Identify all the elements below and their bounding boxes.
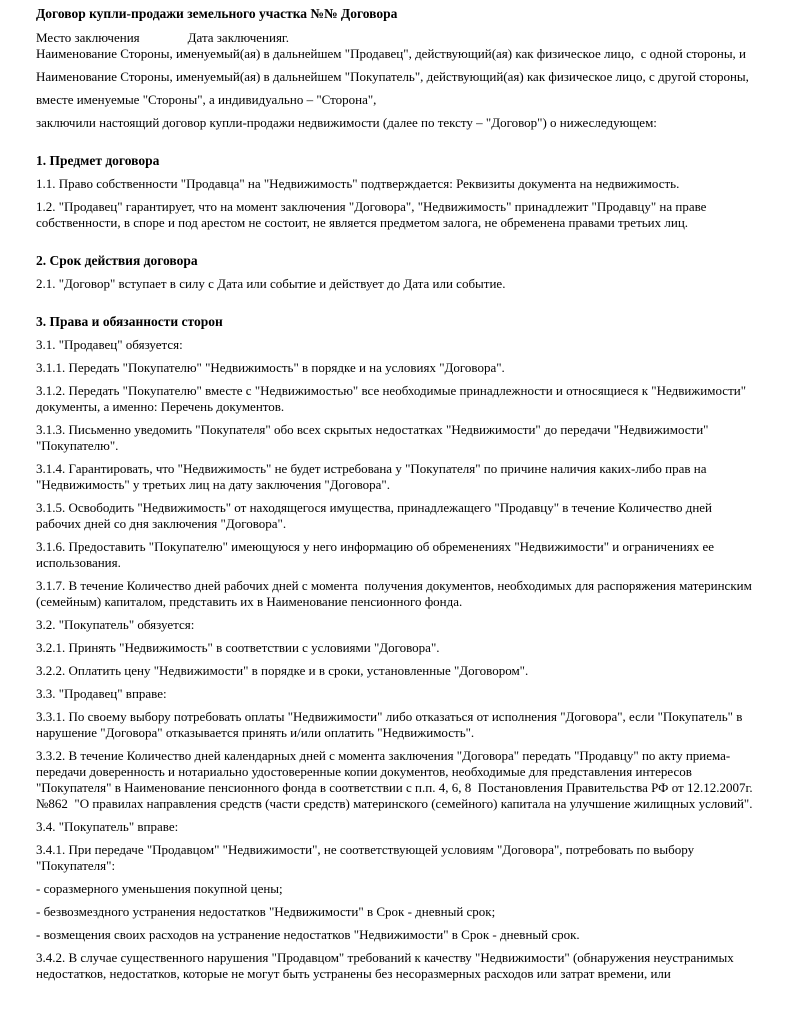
document-title: Договор купли-продажи земельного участка №№ Договора <box>36 6 398 21</box>
section-3-heading: 3. Права и обязанности сторон <box>36 314 223 329</box>
seller-intro-paragraph: Наименование Стороны, именуемый(ая) в дальнейшем "Продавец", действующий(ая) как физическое лицо, с одной стороны, и <box>36 46 747 61</box>
parties-collective-paragraph: вместе именуемые "Стороны", а индивидуально – "Сторона", <box>36 92 377 107</box>
preamble-conclusion-paragraph: заключили настоящий договор купли-продажи недвижимости (далее по тексту – "Договор") о нижеследующем: <box>36 115 657 130</box>
clause-3-4: 3.4. "Покупатель" вправе: <box>36 819 179 834</box>
place-date-line <box>36 30 760 46</box>
section-1-heading: 1. Предмет договора <box>36 153 160 168</box>
clause-3-1-7: 3.1.7. В течение Количество дней рабочих дней с момента получения документов, необходимых для распоряжения материнским (семейным) капиталом, представить их в Наименование пенсионного фонда. <box>36 578 756 609</box>
clause-3-3-2: 3.3.2. В течение Количество дней календарных дней с момента заключения "Договора" передать "Продавцу" по акту приема-передачи доверенность и нотариально удостоверенные копии документов, необходимые для представления интересов "Покупателя" в Наименование пенсионного фонда в соответствии с п.п. 4, 6, 8 Постановления Правительства РФ от 12.12.2007г. №862 "О правилах направления средств (части средств) материнского (семейного) капитала на улучшение жилищных условий". <box>36 748 756 811</box>
clause-3-1-5: 3.1.5. Освободить "Недвижимость" от находящегося имущества, принадлежащего "Продавцу" в течение Количество дней рабочих дней со дня заключения "Договора". <box>36 500 716 531</box>
clause-3-4-1-option-free-repair: - безвозмездного устранения недостатков "Недвижимости" в Срок - дневный срок; <box>36 904 496 919</box>
clause-3-1: 3.1. "Продавец" обязуется: <box>36 337 183 352</box>
clause-3-1-2: 3.1.2. Передать "Покупателю" вместе с "Недвижимостью" все необходимые принадлежности и относящиеся к "Недвижимости" документы, а именно: Перечень документов. <box>36 383 750 414</box>
clause-3-4-1-option-cost-reimbursement: - возмещения своих расходов на устранение недостатков "Недвижимости" в Срок - дневный срок. <box>36 927 580 942</box>
date-of-conclusion-label: Дата заключенияг. <box>187 30 290 45</box>
clause-2-1: 2.1. "Договор" вступает в силу с Дата или событие и действует до Дата или событие. <box>36 276 506 291</box>
clause-3-4-2: 3.4.2. В случае существенного нарушения "Продавцом" требований к качеству "Недвижимости" (обнаружения неустранимых недостатков, недостатков, которые не могут быть устранены без несоразмерных расходов или затрат времени, или <box>36 950 737 981</box>
buyer-intro-paragraph: Наименование Стороны, именуемый(ая) в дальнейшем "Покупатель", действующий(ая) как физическое лицо, с другой стороны, <box>36 69 749 84</box>
clause-3-2-2: 3.2.2. Оплатить цену "Недвижимости" в порядке и в сроки, установленные "Договором". <box>36 663 529 678</box>
section-2-heading: 2. Срок действия договора <box>36 253 198 268</box>
clause-3-3: 3.3. "Продавец" вправе: <box>36 686 167 701</box>
clause-3-4-1: 3.4.1. При передаче "Продавцом" "Недвижимости", не соответствующей условиям "Договора", потребовать по выбору "Покупателя": <box>36 842 698 873</box>
clause-3-2-1: 3.2.1. Принять "Недвижимость" в соответствии с условиями "Договора". <box>36 640 440 655</box>
clause-1-1: 1.1. Право собственности "Продавца" на "Недвижимость" подтверждается: Реквизиты документа на недвижимость. <box>36 176 680 191</box>
clause-3-1-6: 3.1.6. Предоставить "Покупателю" имеющуюся у него информацию об обременениях "Недвижимости" и ограничениях ее использования. <box>36 539 718 570</box>
clause-3-1-1: 3.1.1. Передать "Покупателю" "Недвижимость" в порядке и на условиях "Договора". <box>36 360 505 375</box>
clause-1-2: 1.2. "Продавец" гарантирует, что на момент заключения "Договора", "Недвижимость" принадлежит "Продавцу" на праве собственности, в споре и под арестом не состоит, не является предметом залога, не обременена правами третьих лиц. <box>36 199 710 230</box>
place-of-conclusion-label: Место заключения <box>36 30 140 45</box>
clause-3-1-3: 3.1.3. Письменно уведомить "Покупателя" обо всех скрытых недостатках "Недвижимости" до передачи "Недвижимости" "Покупателю". <box>36 422 712 453</box>
clause-3-3-1: 3.3.1. По своему выбору потребовать оплаты "Недвижимости" либо отказаться от исполнения "Договора", если "Покупатель" в нарушение "Договора" отказывается принять и/или оплатить "Недвижимость". <box>36 709 746 740</box>
clause-3-2: 3.2. "Покупатель" обязуется: <box>36 617 195 632</box>
clause-3-4-1-option-price-reduction: - соразмерного уменьшения покупной цены; <box>36 881 283 896</box>
clause-3-1-4: 3.1.4. Гарантировать, что "Недвижимость" не будет истребована у "Покупателя" по причине наличия каких-либо прав на "Недвижимость" у третьих лиц на дату заключения "Договора". <box>36 461 710 492</box>
